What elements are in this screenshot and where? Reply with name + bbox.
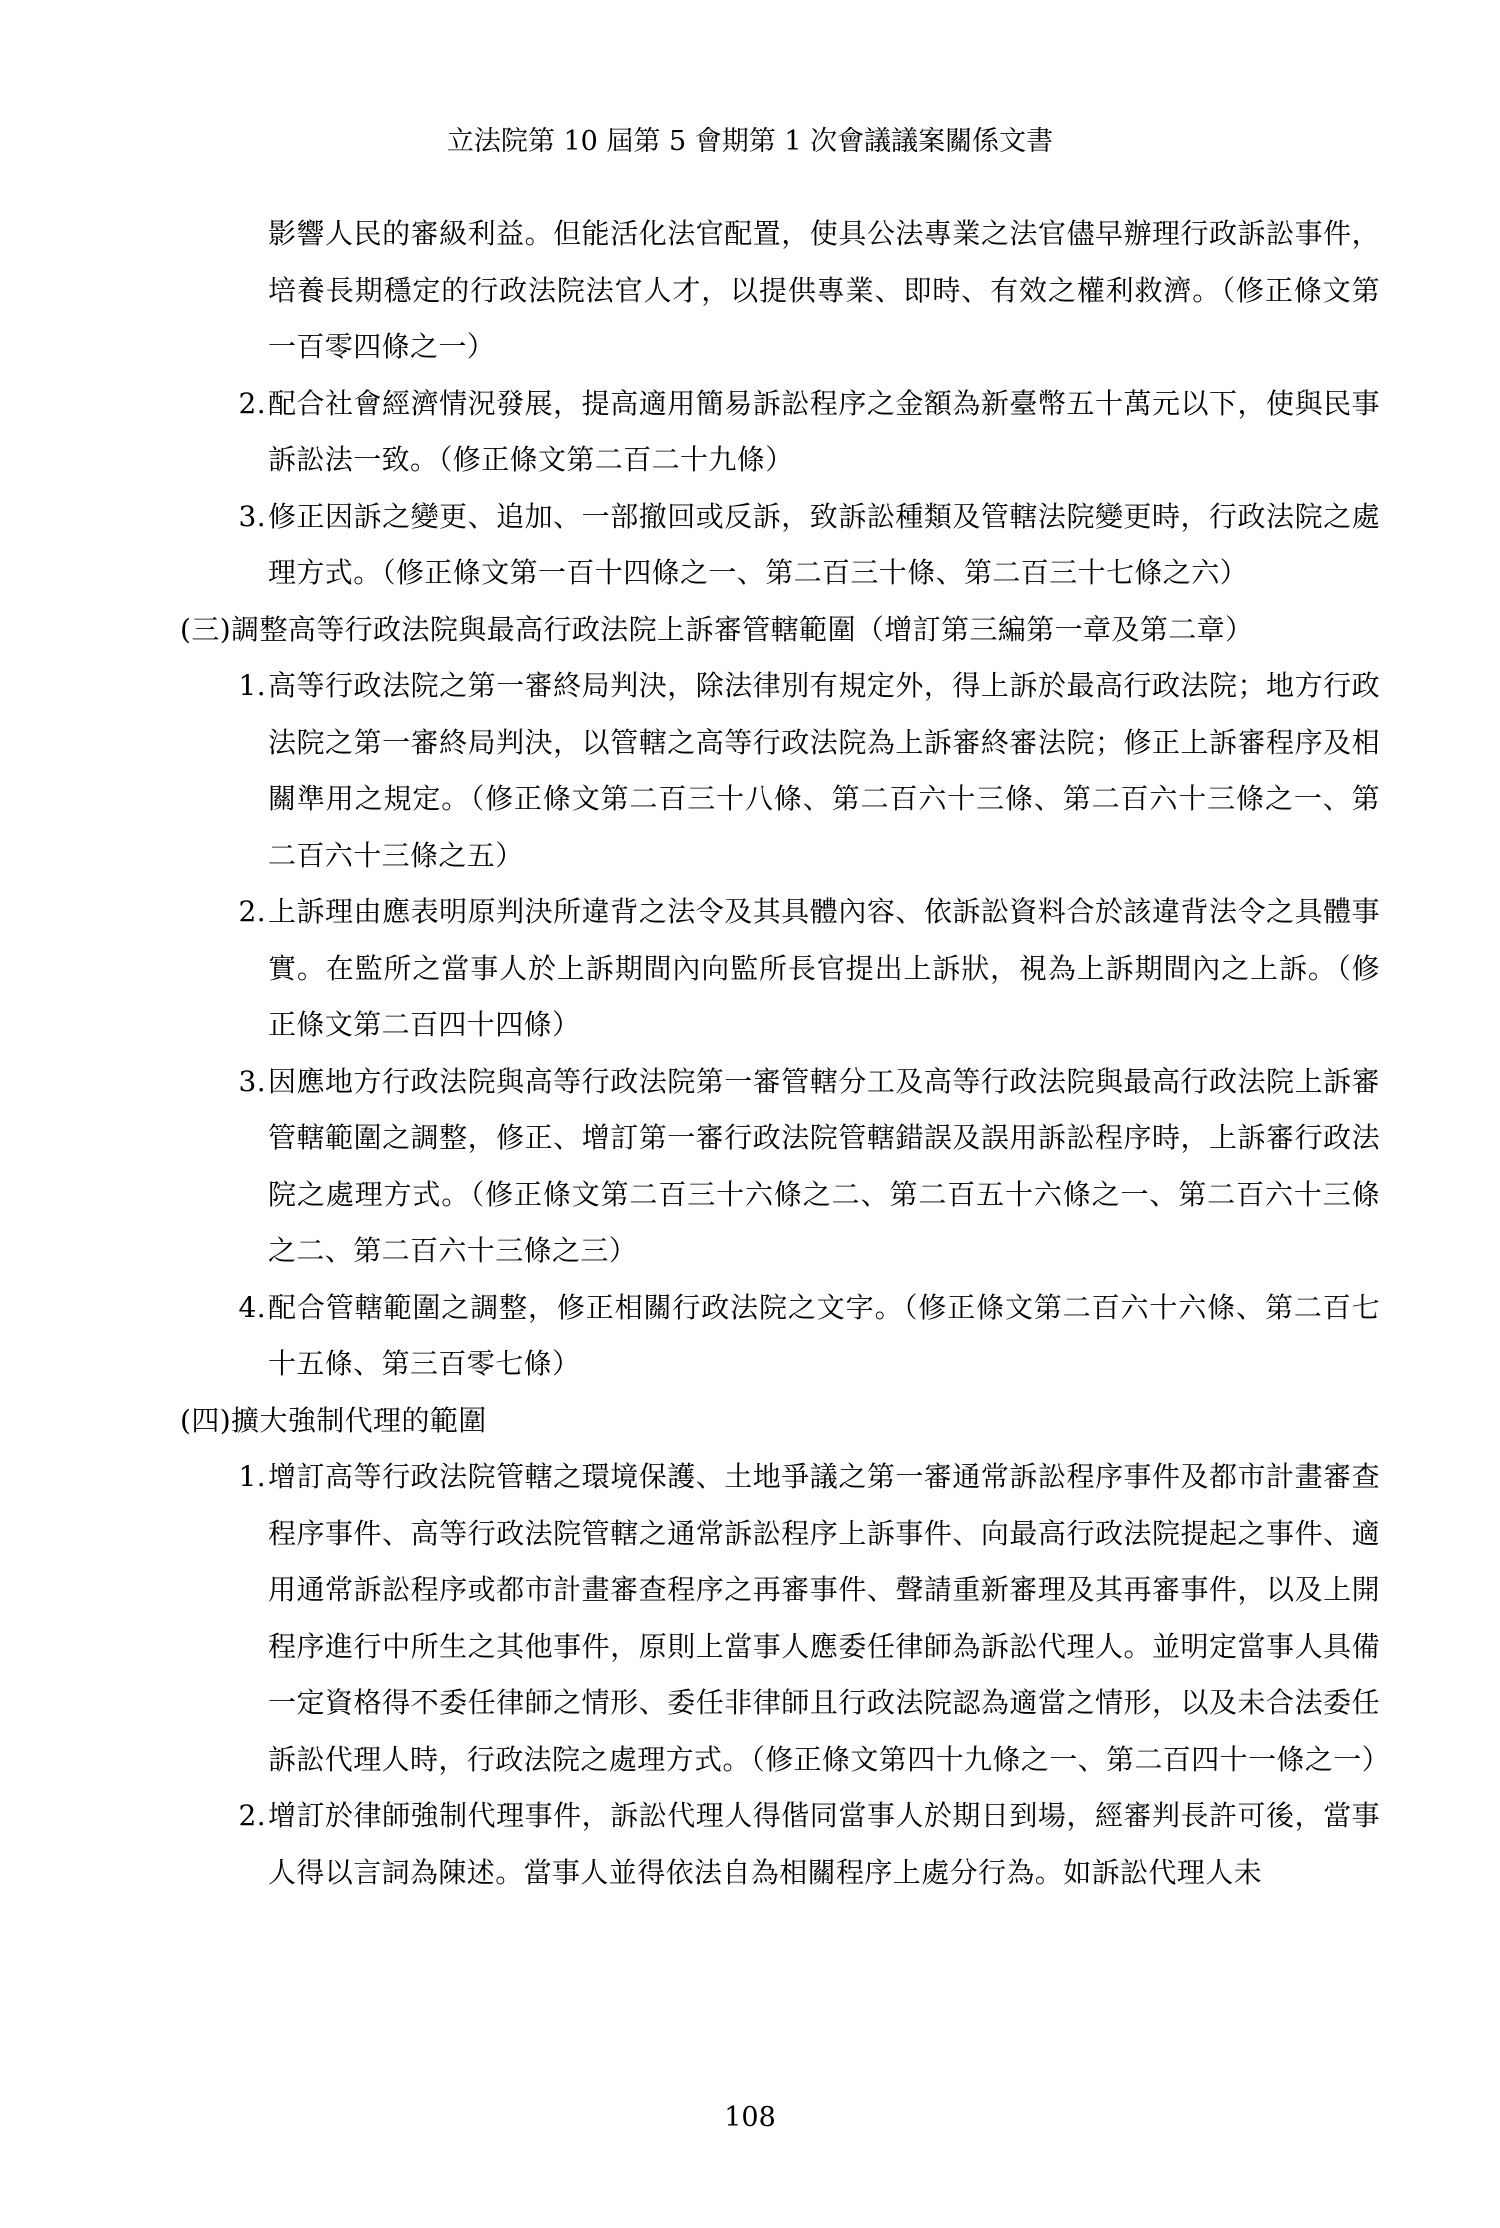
- list-item-number: 2.: [238, 386, 266, 420]
- document-body: [0, 206, 1500, 1901]
- list-item-2-3: [238, 489, 1380, 602]
- list-item-text: 增訂高等行政法院管轄之環境保護、土地爭議之第一審通常訴訟程序事件及都市計畫審查程序事件、高等行政法院管轄之通常訴訟程序上訴事件、向最高行政法院提起之事件、適用通常訴訟程序或都市計畫審查程序之再審事件、聲請重新審理及其再審事件，以及上開程序進行中所生之其他事件，原則上當事人應委任律師為訴訟代理人。並明定當事人具備一定資格得不委任律師之情形、委任非律師且行政法院認為適當之情形，以及未合法委任訴訟代理人時，行政法院之處理方式。（修正條文第四十九條之一、第二百四十一條之一）: [268, 1460, 1391, 1776]
- paragraph-continuation: 影響人民的審級利益。但能活化法官配置，使具公法專業之法官儘早辦理行政訴訟事件，培養長期穩定的行政法院法官人才，以提供專業、即時、有效之權利救濟。（修正條文第一百零四條之一）: [268, 217, 1380, 363]
- list-item-2-2: [238, 376, 1380, 489]
- list-item-3-2: [238, 884, 1380, 1054]
- list-item-number: 3.: [238, 1064, 266, 1098]
- list-item-4-2: [238, 1788, 1380, 1901]
- list-item-text: 高等行政法院之第一審終局判決，除法律別有規定外，得上訴於最高行政法院；地方行政法院之第一審終局判決，以管轄之高等行政法院為上訴審終審法院；修正上訴審程序及相關準用之規定。（修正條文第二百三十八條、第二百六十三條、第二百六十三條之一、第二百六十三條之五）: [268, 669, 1380, 872]
- list-item-3-4: [238, 1280, 1380, 1393]
- list-item-text: 上訴理由應表明原判決所違背之法令及其具體內容、依訴訟資料合於該違背法令之具體事實。在監所之當事人於上訴期間內向監所長官提出上訴狀，視為上訴期間內之上訴。（修正條文第二百四十四條）: [268, 895, 1380, 1041]
- list-item-4-1: [238, 1449, 1391, 1788]
- section-heading-3: (三)調整高等行政法院與最高行政法院上訴審管轄範圍（增訂第三編第一章及第二章）: [180, 612, 1254, 646]
- list-item-number: 1.: [238, 669, 266, 702]
- list-item-number: 2.: [238, 1799, 266, 1832]
- list-item-number: 1.: [238, 1460, 266, 1493]
- page-header: 立法院第 10 屆第 5 會期第 1 次會議議案關係文書: [446, 126, 1054, 157]
- list-item-number: 3.: [238, 499, 266, 533]
- list-item-text: 因應地方行政法院與高等行政法院第一審管轄分工及高等行政法院與最高行政法院上訴審管轄範圍之調整，修正、增訂第一審行政法院管轄錯誤及誤用訴訟程序時，上訴審行政法院之處理方式。（修正條文第二百三十六條之二、第二百五十六條之一、第二百六十三條之二、第二百六十三條之三）: [268, 1064, 1380, 1267]
- list-item-text: 修正因訴之變更、追加、一部撤回或反訴，致訴訟種類及管轄法院變更時，行政法院之處理方式。（修正條文第一百十四條之一、第二百三十條、第二百三十七條之六）: [268, 499, 1380, 589]
- list-item-number: 4.: [238, 1290, 266, 1324]
- list-item-number: 2.: [238, 895, 266, 928]
- section-heading-4: (四)擴大強制代理的範圍: [180, 1403, 487, 1437]
- list-item-text: 配合社會經濟情況發展，提高適用簡易訴訟程序之金額為新臺幣五十萬元以下，使與民事訴訟法一致。（修正條文第二百二十九條）: [268, 386, 1380, 476]
- list-item-text: 增訂於律師強制代理事件，訴訟代理人得偕同當事人於期日到場，經審判長許可後，當事人得以言詞為陳述。當事人並得依法自為相關程序上處分行為。如訴訟代理人未: [268, 1799, 1380, 1889]
- list-item-3-3: [238, 1054, 1380, 1280]
- list-item-text: 配合管轄範圍之調整，修正相關行政法院之文字。（修正條文第二百六十六條、第二百七十五條、第三百零七條）: [268, 1290, 1380, 1380]
- list-item-3-1: [238, 658, 1380, 884]
- page-number: 108: [724, 2102, 776, 2133]
